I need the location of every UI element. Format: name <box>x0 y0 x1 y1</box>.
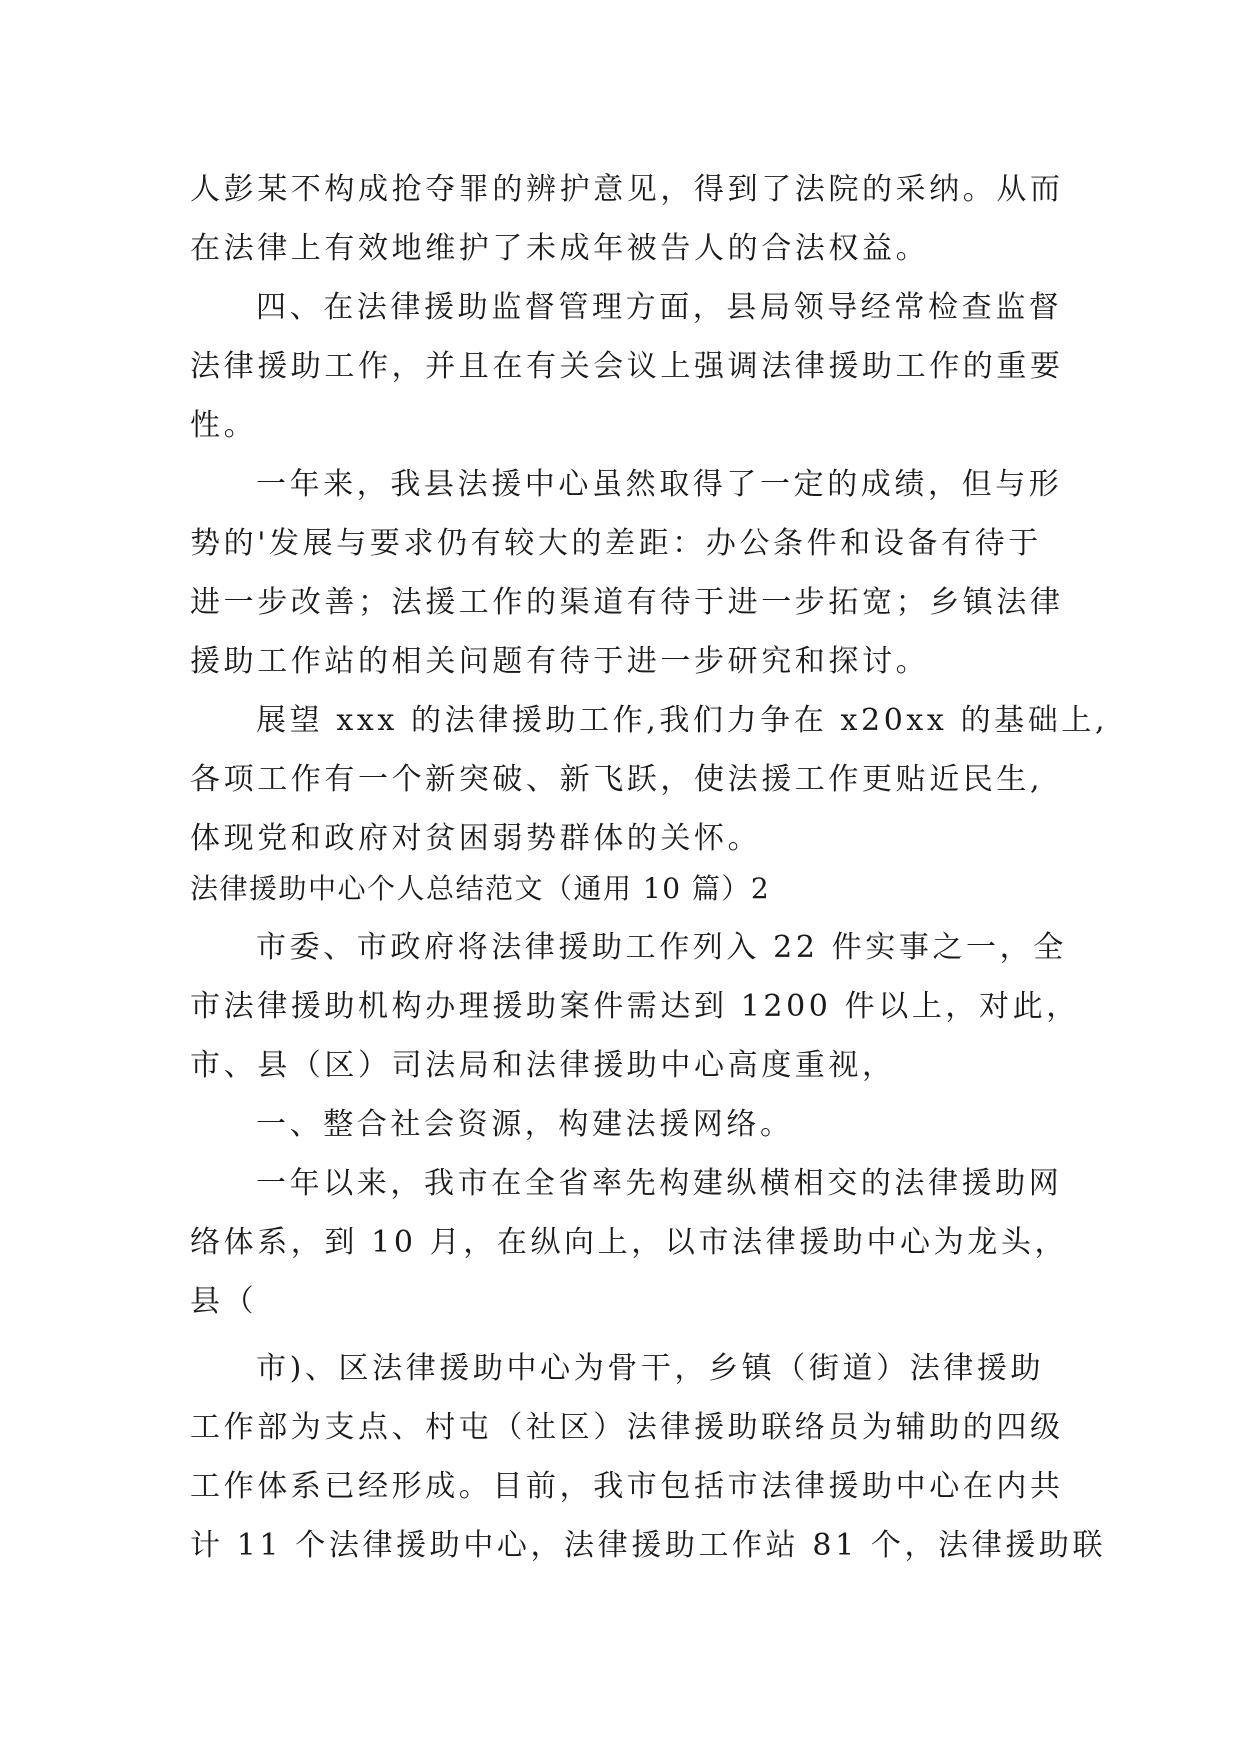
section-heading: 法律援助中心个人总结范文（通用 10 篇）2 <box>190 872 771 905</box>
paragraph-line: 一、整合社会资源，构建法援网络。 <box>256 1107 794 1142</box>
paragraph-line: 各项工作有一个新突破、新飞跃，使法援工作更贴近民生, <box>190 762 1044 797</box>
paragraph-line: 四、在法律援助监督管理方面，县局领导经常检查监督 <box>256 290 1063 325</box>
paragraph-line: 人彭某不构成抢夺罪的辨护意见，得到了法院的采纳。从而 <box>190 172 1064 207</box>
paragraph-line: 一年以来，我市在全省率先构建纵横相交的法律援助网 <box>256 1166 1063 1201</box>
paragraph-line: 进一步改善；法援工作的渠道有待于进一步拓宽；乡镇法律 <box>190 585 1064 620</box>
paragraph-line: 计 11 个法律援助中心，法律援助工作站 81 个，法律援助联 <box>190 1528 1107 1563</box>
paragraph-line: 市、县（区）司法局和法律援助中心高度重视， <box>190 1048 896 1083</box>
paragraph-line: 市)、区法律援助中心为骨干，乡镇（街道）法律援助 <box>256 1351 1045 1386</box>
document-body <box>190 160 1109 1575</box>
paragraph-line: 在法律上有效地维护了未成年被告人的合法权益。 <box>190 231 930 266</box>
paragraph-line: 工作部为支点、村屯（社区）法律援助联络员为辅助的四级 <box>190 1410 1064 1445</box>
paragraph-line: 援助工作站的相关问题有待于进一步研究和探讨。 <box>190 644 930 679</box>
paragraph-line: 体现党和政府对贫困弱势群体的关怀。 <box>190 821 762 856</box>
paragraph-line: 络体系，到 10 月，在纵向上，以市法律援助中心为龙头， <box>190 1225 1069 1260</box>
paragraph-line: 展望 xxx 的法律援助工作,我们力争在 x20xx 的基础上, <box>256 703 1109 738</box>
paragraph-line: 县（ <box>190 1284 258 1319</box>
paragraph-line: 市委、市政府将法律援助工作列入 22 件实事之一，全 <box>256 930 1067 965</box>
paragraph-gap <box>190 1331 1070 1339</box>
paragraph-line: 工作体系已经形成。目前，我市包括市法律援助中心在内共 <box>190 1469 1064 1504</box>
paragraph-line: 势的'发展与要求仍有较大的差距：办公条件和设备有待于 <box>190 526 1042 561</box>
paragraph-line: 法律援助工作，并且在有关会议上强调法律援助工作的重要 <box>190 349 1064 384</box>
paragraph-line: 性。 <box>190 408 258 443</box>
paragraph-line: 市法律援助机构办理援助案件需达到 1200 件以上，对此， <box>190 989 1080 1024</box>
paragraph-line: 一年来，我县法援中心虽然取得了一定的成绩，但与形 <box>256 467 1063 502</box>
